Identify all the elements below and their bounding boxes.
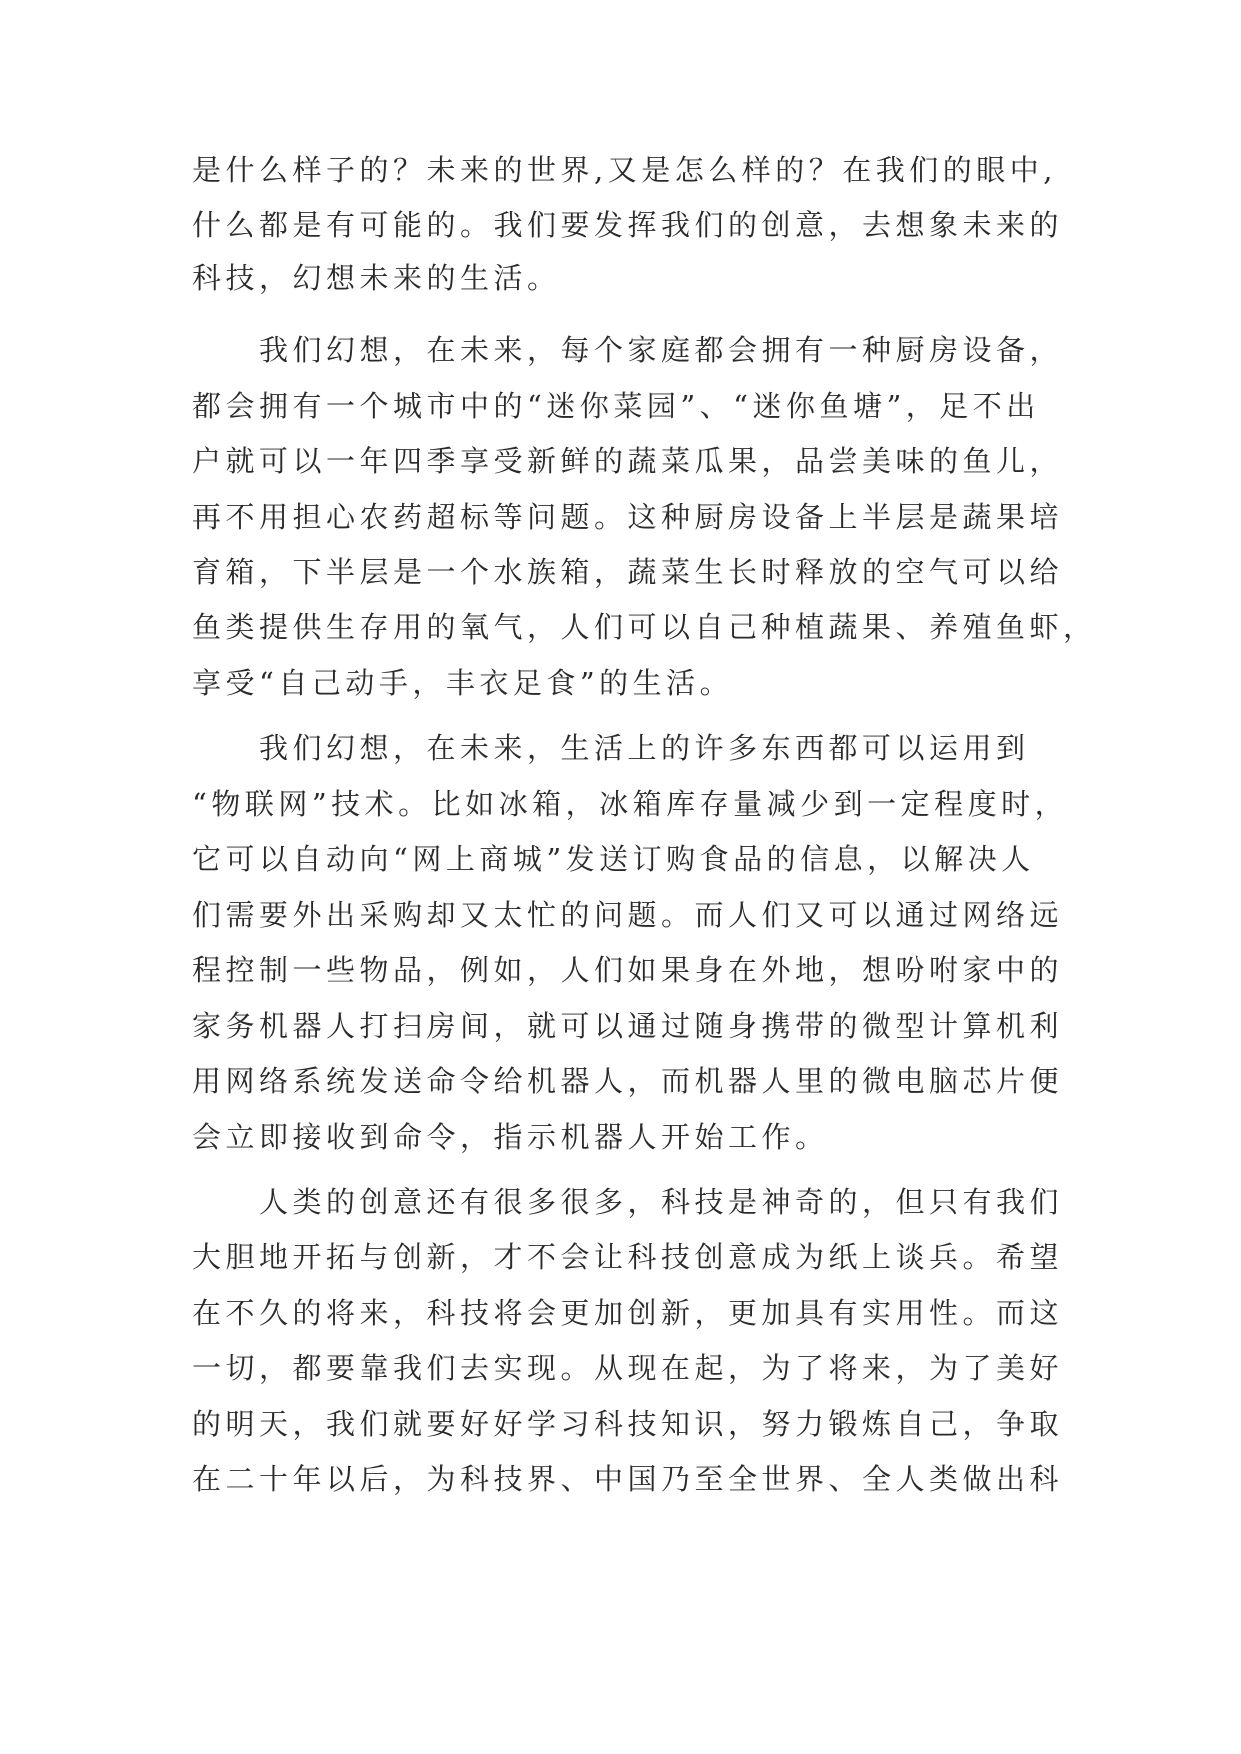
text-line: 大胆地开拓与创新，才不会让科技创意成为纸上谈兵。希望 — [192, 1240, 1064, 1274]
text-line: 享受“自己动手，丰衣足食”的生活。 — [192, 666, 734, 700]
text-line: 再不用担心农药超标等问题。这种厨房设备上半层是蔬果培 — [192, 500, 1064, 534]
text-line: 家务机器人打扫房间，就可以通过随身携带的微型计算机利 — [192, 1009, 1064, 1043]
text-line: 户就可以一年四季享受新鲜的蔬菜瓜果，品尝美味的鱼儿， — [192, 444, 1064, 478]
text-line: “物联网”技术。比如冰箱，冰箱库存量减少到一定程度时， — [192, 787, 1069, 821]
text-line: 它可以自动向“网上商城”发送订购食品的信息，以解决人 — [192, 842, 1035, 876]
text-line: 一切，都要靠我们去实现。从现在起，为了将来，为了美好 — [192, 1351, 1064, 1385]
text-line: 程控制一些物品，例如，人们如果身在外地，想吩咐家中的 — [192, 953, 1064, 987]
text-line: 会立即接收到命令，指示机器人开始工作。 — [192, 1120, 829, 1154]
text-line: 育箱，下半层是一个水族箱，蔬菜生长时释放的空气可以给 — [192, 555, 1064, 589]
text-line: 鱼类提供生存用的氧气，人们可以自己种植蔬果、养殖鱼虾， — [192, 610, 1097, 644]
text-line: 是什么样子的？未来的世界,又是怎么样的？在我们的眼中, — [192, 153, 1057, 187]
text-line: 们需要外出采购却又太忙的问题。而人们又可以通过网络远 — [192, 898, 1064, 932]
text-line: 用网络系统发送命令给机器人，而机器人里的微电脑芯片便 — [192, 1064, 1064, 1098]
text-line: 科技，幻想未来的生活。 — [192, 261, 561, 295]
text-line: 我们幻想，在未来，每个家庭都会拥有一种厨房设备， — [192, 333, 1064, 367]
text-line: 的明天，我们就要好好学习科技知识，努力锻炼自己，争取 — [192, 1407, 1064, 1441]
text-line: 什么都是有可能的。我们要发挥我们的创意，去想象未来的 — [192, 208, 1064, 242]
text-line: 人类的创意还有很多很多，科技是神奇的，但只有我们 — [192, 1185, 1064, 1219]
text-line: 我们幻想，在未来，生活上的许多东西都可以运用到 — [192, 731, 1030, 765]
text-line: 都会拥有一个城市中的“迷你菜园”、“迷你鱼塘”，足不出 — [192, 389, 1040, 423]
text-line: 在不久的将来，科技将会更加创新，更加具有实用性。而这 — [192, 1296, 1064, 1330]
text-line: 在二十年以后，为科技界、中国乃至全世界、全人类做出科 — [192, 1462, 1064, 1496]
